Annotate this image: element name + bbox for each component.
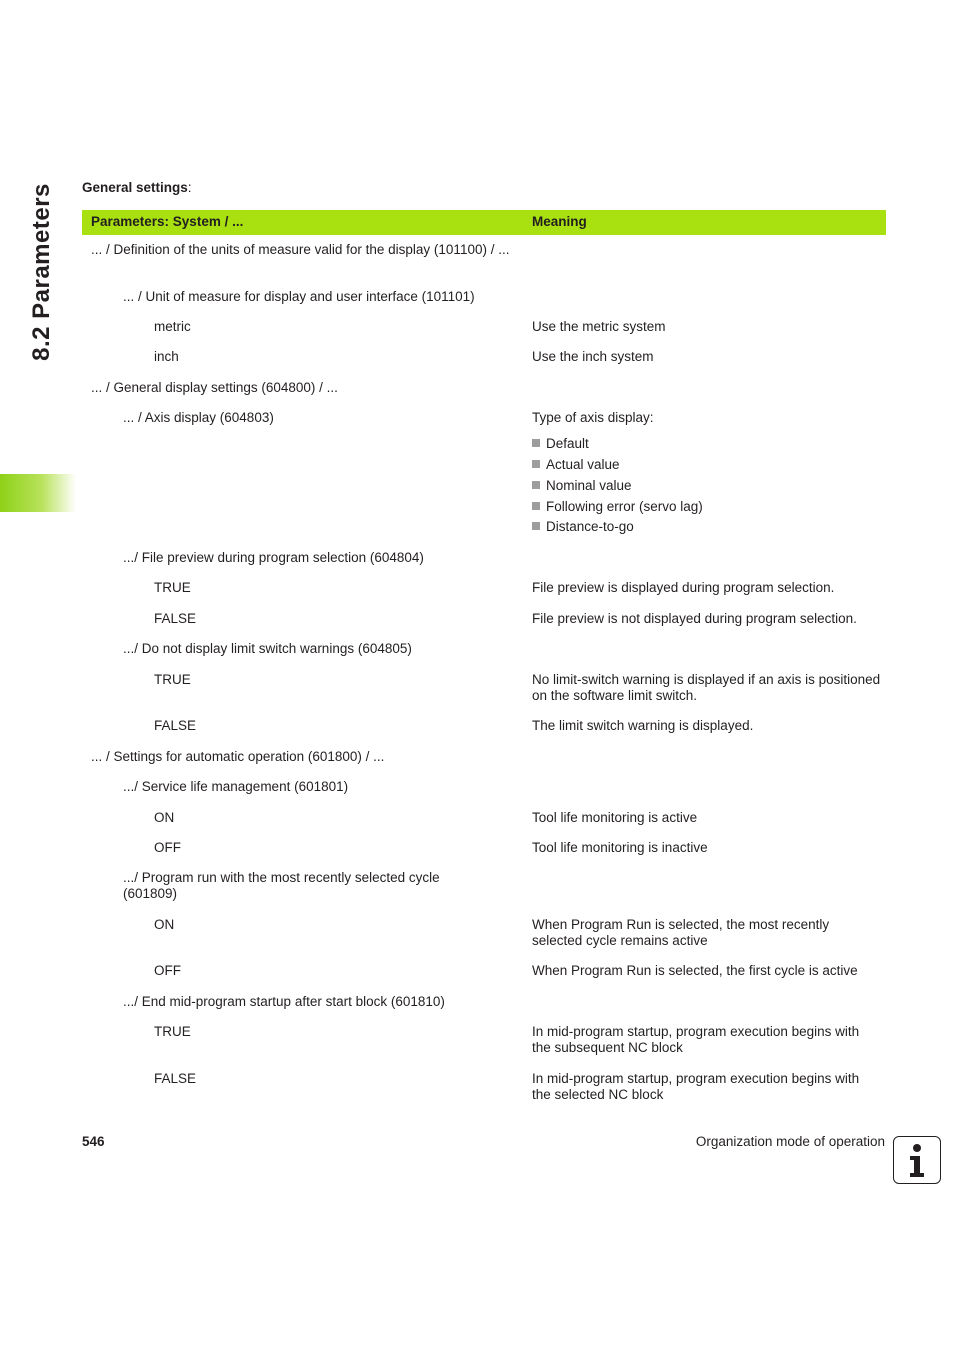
param-cell: TRUE <box>154 580 191 595</box>
param-cell: TRUE <box>154 672 191 687</box>
page-number: 546 <box>82 1134 105 1149</box>
param-cell: ... / Settings for automatic operation (601800) / ... <box>91 749 385 764</box>
meaning-cell: No limit-switch warning is displayed if an axis is positioned on the software limit switch. <box>532 672 881 703</box>
meaning-cell: The limit switch warning is displayed. <box>532 718 754 733</box>
param-cell: ... / General display settings (604800) / ... <box>91 380 338 395</box>
section-heading <box>82 180 192 195</box>
param-cell: FALSE <box>154 718 197 733</box>
param-cell: OFF <box>154 963 181 978</box>
param-cell: ... / Definition of the units of measure valid for the display (101100) / ... <box>91 242 510 257</box>
header-parameters: Parameters: System / ... <box>91 214 244 229</box>
param-cell: .../ End mid-program startup after start block (601810) <box>123 994 445 1009</box>
param-cell: ON <box>154 810 175 825</box>
param-cell: metric <box>154 319 191 334</box>
meaning-cell: File preview is displayed during program selection. <box>532 580 835 595</box>
meaning-cell: In mid-program startup, program execution begins with the subsequent NC block <box>532 1024 860 1055</box>
bullet-square-icon <box>532 522 540 530</box>
info-icon <box>893 1136 941 1184</box>
param-cell: .../ File preview during program selection (604804) <box>123 550 424 565</box>
param-cell: FALSE <box>154 1071 197 1086</box>
section-heading-colon: : <box>187 180 192 195</box>
meaning-cell: When Program Run is selected, the most recently selected cycle remains active <box>532 917 830 948</box>
bullet-square-icon <box>532 439 540 447</box>
axis-display-option: Distance-to-go <box>532 519 634 535</box>
axis-display-option: Default <box>532 436 589 452</box>
meaning-cell: Type of axis display: <box>532 410 654 425</box>
param-cell: ... / Unit of measure for display and user interface (101101) <box>123 289 475 304</box>
meaning-cell: Use the inch system <box>532 349 654 364</box>
axis-display-option: Actual value <box>532 457 620 473</box>
meaning-cell: Tool life monitoring is inactive <box>532 840 708 855</box>
meaning-cell: File preview is not displayed during program selection. <box>532 611 857 626</box>
table-header <box>82 210 886 235</box>
param-cell: TRUE <box>154 1024 191 1039</box>
bullet-square-icon <box>532 460 540 468</box>
meaning-cell: When Program Run is selected, the first cycle is active <box>532 963 858 978</box>
param-cell: inch <box>154 349 179 364</box>
param-cell: .../ Program run with the most recently selected cycle (601809) <box>123 870 440 901</box>
bullet-square-icon <box>532 481 540 489</box>
param-cell: ON <box>154 917 175 932</box>
info-glyph-icon <box>894 1137 939 1182</box>
section-heading-text: General settings <box>82 180 188 195</box>
footer-chapter-title: Organization mode of operation <box>695 1134 885 1149</box>
param-cell: ... / Axis display (604803) <box>123 410 274 425</box>
meaning-cell: Use the metric system <box>532 319 666 334</box>
param-cell: FALSE <box>154 611 197 626</box>
header-meaning: Meaning <box>532 214 587 229</box>
meaning-cell: Tool life monitoring is active <box>532 810 698 825</box>
meaning-cell: In mid-program startup, program execution begins with the selected NC block <box>532 1071 860 1102</box>
chapter-side-title: 8.2 Parameters <box>28 183 55 361</box>
param-cell: .../ Do not display limit switch warnings (604805) <box>123 641 412 656</box>
axis-display-option: Following error (servo lag) <box>532 499 703 515</box>
chapter-tab-marker <box>0 474 76 512</box>
axis-display-option: Nominal value <box>532 478 632 494</box>
param-cell: .../ Service life management (601801) <box>123 779 349 794</box>
bullet-square-icon <box>532 502 540 510</box>
param-cell: OFF <box>154 840 181 855</box>
